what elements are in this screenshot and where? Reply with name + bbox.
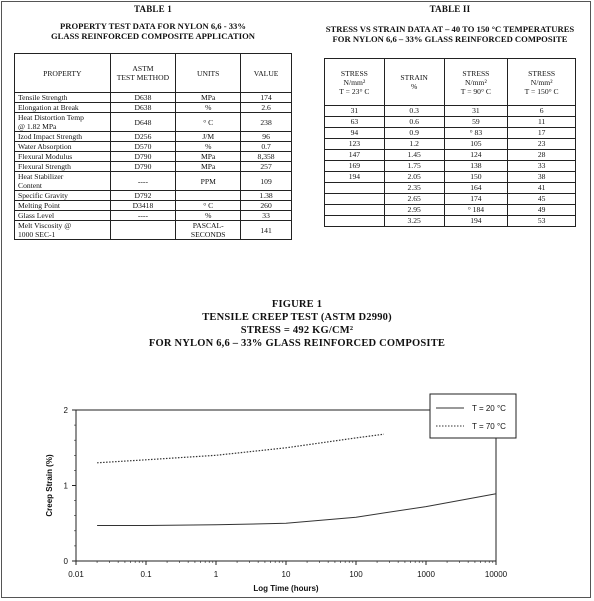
table1-title-line2: GLASS REINFORCED COMPOSITE APPLICATION [51, 31, 255, 41]
cell-stress-90: 164 [444, 183, 508, 194]
table2-title-line2: FOR NYLON 6,6 – 33% GLASS REINFORCED COMPOSITE [332, 34, 568, 44]
cell-stress-90: 31 [444, 106, 508, 117]
cell-stress-23: 169 [325, 161, 385, 172]
y-tick-label: 2 [63, 406, 68, 415]
cell-stress-150: 33 [508, 161, 576, 172]
cell-method: ---- [110, 172, 176, 191]
cell-value: 260 [241, 201, 292, 211]
cell-stress-150: 49 [508, 205, 576, 216]
header-line3: T = 23° C [339, 86, 370, 96]
cell-stress-90: 59 [444, 117, 508, 128]
cell-method: D790 [110, 152, 176, 162]
series-line-t20 [97, 494, 496, 526]
header-line2: N/mm² [465, 77, 487, 87]
header-stress-150 [508, 59, 576, 106]
cell-units: % [176, 103, 241, 113]
cell-stress-90: 105 [444, 139, 508, 150]
header-line2: N/mm² [530, 77, 553, 87]
cell-value: 141 [241, 221, 292, 240]
cell-value: 0.7 [241, 142, 292, 152]
cell-property: Izod Impact Strength [15, 132, 111, 142]
cell-property [15, 172, 111, 191]
cell-method: D792 [110, 191, 176, 201]
y-tick-label: 1 [63, 481, 68, 491]
cell-property: Melting Point [15, 201, 111, 211]
cell-strain: 2.95 [384, 205, 444, 216]
cell-units: MPa [176, 152, 241, 162]
cell-units-line2: SECONDS [190, 230, 226, 239]
x-tick-label: 0.01 [68, 570, 84, 579]
cell-value: 33 [241, 211, 292, 221]
cell-method: D3418 [110, 201, 176, 211]
cell-method: D570 [110, 142, 176, 152]
table-row [15, 113, 292, 132]
header-method-line1: ASTM [132, 64, 154, 73]
cell-stress-23: 194 [325, 172, 385, 183]
header-value: VALUE [241, 54, 292, 93]
x-tick-label: 10000 [484, 570, 508, 579]
cell-stress-23: 63 [325, 117, 385, 128]
stress-strain-table [324, 58, 576, 227]
cell-strain: 0.3 [384, 106, 444, 117]
cell-stress-23: 31 [325, 106, 385, 117]
cell-units [176, 191, 241, 201]
table-row [15, 221, 292, 240]
series-line-t70 [97, 434, 384, 463]
cell-stress-23 [325, 216, 385, 227]
legend-label: T = 70 °C [472, 422, 506, 431]
cell-value: 8,358 [241, 152, 292, 162]
cell-property: Tensile Strength [15, 93, 111, 103]
cell-stress-90: ° 83 [444, 128, 508, 139]
cell-stress-150: 11 [508, 117, 576, 128]
table2-title-line1: STRESS VS STRAIN DATA AT – 40 TO 150 °C TEMPERATURES [325, 24, 575, 34]
cell-property: Specific Gravity [15, 191, 111, 201]
cell-method [110, 221, 176, 240]
table-row [15, 152, 292, 162]
table2-title [310, 24, 590, 44]
cell-stress-150: 17 [508, 128, 576, 139]
cell-strain: 1.75 [384, 161, 444, 172]
table-row [15, 103, 292, 113]
header-line3: T = 90° C [460, 86, 491, 96]
figure-title-line1: TENSILE CREEP TEST (ASTM D2990) [202, 312, 392, 323]
table2-caption: TABLE II [429, 4, 471, 14]
cell-property-line1: Heat Distortion Temp [18, 113, 84, 122]
cell-property-line1: Heat Stabilizer [18, 172, 64, 181]
table-row [15, 132, 292, 142]
cell-stress-90: 150 [444, 172, 508, 183]
table1-caption: TABLE 1 [134, 4, 172, 14]
cell-strain: 0.6 [384, 117, 444, 128]
header-line2: % [410, 82, 418, 91]
header-line1: STRESS [340, 68, 368, 78]
table-row [15, 211, 292, 221]
legend-box [430, 394, 516, 438]
cell-stress-150: 38 [508, 172, 576, 183]
cell-strain: 2.05 [384, 172, 444, 183]
table-row [325, 150, 576, 161]
table-row [15, 142, 292, 152]
cell-method: D638 [110, 93, 176, 103]
header-units: UNITS [176, 54, 241, 93]
cell-stress-150: 45 [508, 194, 576, 205]
cell-stress-150: 23 [508, 139, 576, 150]
cell-strain: 0.9 [384, 128, 444, 139]
cell-units [176, 221, 241, 240]
cell-stress-150: 41 [508, 183, 576, 194]
header-line1: STRESS [462, 68, 490, 78]
table-row [325, 205, 576, 216]
header-test-method [110, 54, 176, 93]
cell-value: 257 [241, 162, 292, 172]
cell-units-line1: PASCAL- [192, 221, 224, 230]
x-tick-label: 1 [213, 570, 219, 579]
cell-strain: 1.2 [384, 139, 444, 150]
header-stress-90 [444, 59, 508, 106]
x-tick-label: 1000 [417, 570, 435, 579]
table-row [15, 93, 292, 103]
cell-units: PPM [176, 172, 241, 191]
cell-value: 1.38 [241, 191, 292, 201]
x-axis-label: Log Time (hours) [253, 584, 319, 593]
header-line1: STRESS [528, 68, 556, 78]
header-method-line2: TEST METHOD [116, 73, 170, 82]
cell-method: ---- [110, 211, 176, 221]
x-tick-label: 100 [349, 570, 363, 579]
cell-units: ° C [176, 201, 241, 211]
figure-label: FIGURE 1 [271, 299, 323, 310]
cell-strain: 1.45 [384, 150, 444, 161]
table-row [325, 106, 576, 117]
cell-property-line2: @ 1.82 MPa [18, 122, 57, 131]
y-axis-label: Creep Strain (%) [45, 454, 54, 517]
cell-stress-23: 94 [325, 128, 385, 139]
header-line1: STRAIN [400, 73, 428, 82]
table-row [15, 172, 292, 191]
cell-units: ° C [176, 113, 241, 132]
table1-title [14, 21, 292, 41]
table-row [325, 194, 576, 205]
figure-title-line2: STRESS = 492 KG/CM² [240, 325, 354, 336]
cell-strain: 3.25 [384, 216, 444, 227]
cell-value: 109 [241, 172, 292, 191]
cell-stress-90: 124 [444, 150, 508, 161]
table-row [325, 216, 576, 227]
header-property: PROPERTY [15, 54, 111, 93]
table-row [325, 172, 576, 183]
cell-property: Flexural Modulus [15, 152, 111, 162]
cell-units: J/M [176, 132, 241, 142]
cell-value: 96 [241, 132, 292, 142]
table-row [325, 161, 576, 172]
cell-property: Glass Level [15, 211, 111, 221]
cell-stress-23 [325, 194, 385, 205]
cell-property-line2: Content [18, 181, 43, 190]
cell-method: D648 [110, 113, 176, 132]
cell-value: 238 [241, 113, 292, 132]
x-tick-label: 0.1 [140, 570, 152, 579]
header-strain [384, 59, 444, 106]
table-row [325, 128, 576, 139]
header-stress-23 [325, 59, 385, 106]
cell-value: 174 [241, 93, 292, 103]
property-test-table [14, 53, 292, 240]
table1-title-line1: PROPERTY TEST DATA FOR NYLON 6,6 - 33% [60, 21, 246, 31]
legend-label: T = 20 °C [472, 404, 506, 413]
cell-stress-90: 138 [444, 161, 508, 172]
figure-title-line3: FOR NYLON 6,6 – 33% GLASS REINFORCED COMPOSITE [148, 338, 446, 349]
cell-property: Elongation at Break [15, 103, 111, 113]
cell-property [15, 113, 111, 132]
cell-strain: 2.65 [384, 194, 444, 205]
table-row [15, 191, 292, 201]
cell-units: MPa [176, 162, 241, 172]
cell-stress-23: 123 [325, 139, 385, 150]
cell-property-line1: Melt Viscosity @ [18, 221, 72, 230]
cell-units: MPa [176, 93, 241, 103]
cell-strain: 2.35 [384, 183, 444, 194]
cell-property: Water Absorption [15, 142, 111, 152]
cell-stress-23: 147 [325, 150, 385, 161]
table-row [325, 183, 576, 194]
cell-stress-150: 53 [508, 216, 576, 227]
cell-property: Flexural Strength [15, 162, 111, 172]
cell-stress-90: 174 [444, 194, 508, 205]
cell-method: D256 [110, 132, 176, 142]
cell-stress-90: 194 [444, 216, 508, 227]
table-row [15, 201, 292, 211]
header-line3: T = 150° C [524, 86, 559, 96]
cell-units: % [176, 211, 241, 221]
cell-property [15, 221, 111, 240]
y-tick-label: 0 [63, 557, 68, 566]
cell-stress-150: 6 [508, 106, 576, 117]
cell-units: % [176, 142, 241, 152]
cell-method: D638 [110, 103, 176, 113]
cell-stress-150: 28 [508, 150, 576, 161]
cell-stress-23 [325, 183, 385, 194]
table-row [325, 117, 576, 128]
cell-stress-90: ° 184 [444, 205, 508, 216]
cell-method: D790 [110, 162, 176, 172]
creep-chart [0, 380, 594, 595]
cell-stress-23 [325, 205, 385, 216]
header-line2: N/mm² [343, 77, 366, 87]
table-row [325, 139, 576, 150]
cell-property-line2: 1000 SEC-1 [18, 230, 56, 239]
x-tick-label: 10 [281, 570, 291, 579]
table-row [15, 162, 292, 172]
cell-value: 2.6 [241, 103, 292, 113]
